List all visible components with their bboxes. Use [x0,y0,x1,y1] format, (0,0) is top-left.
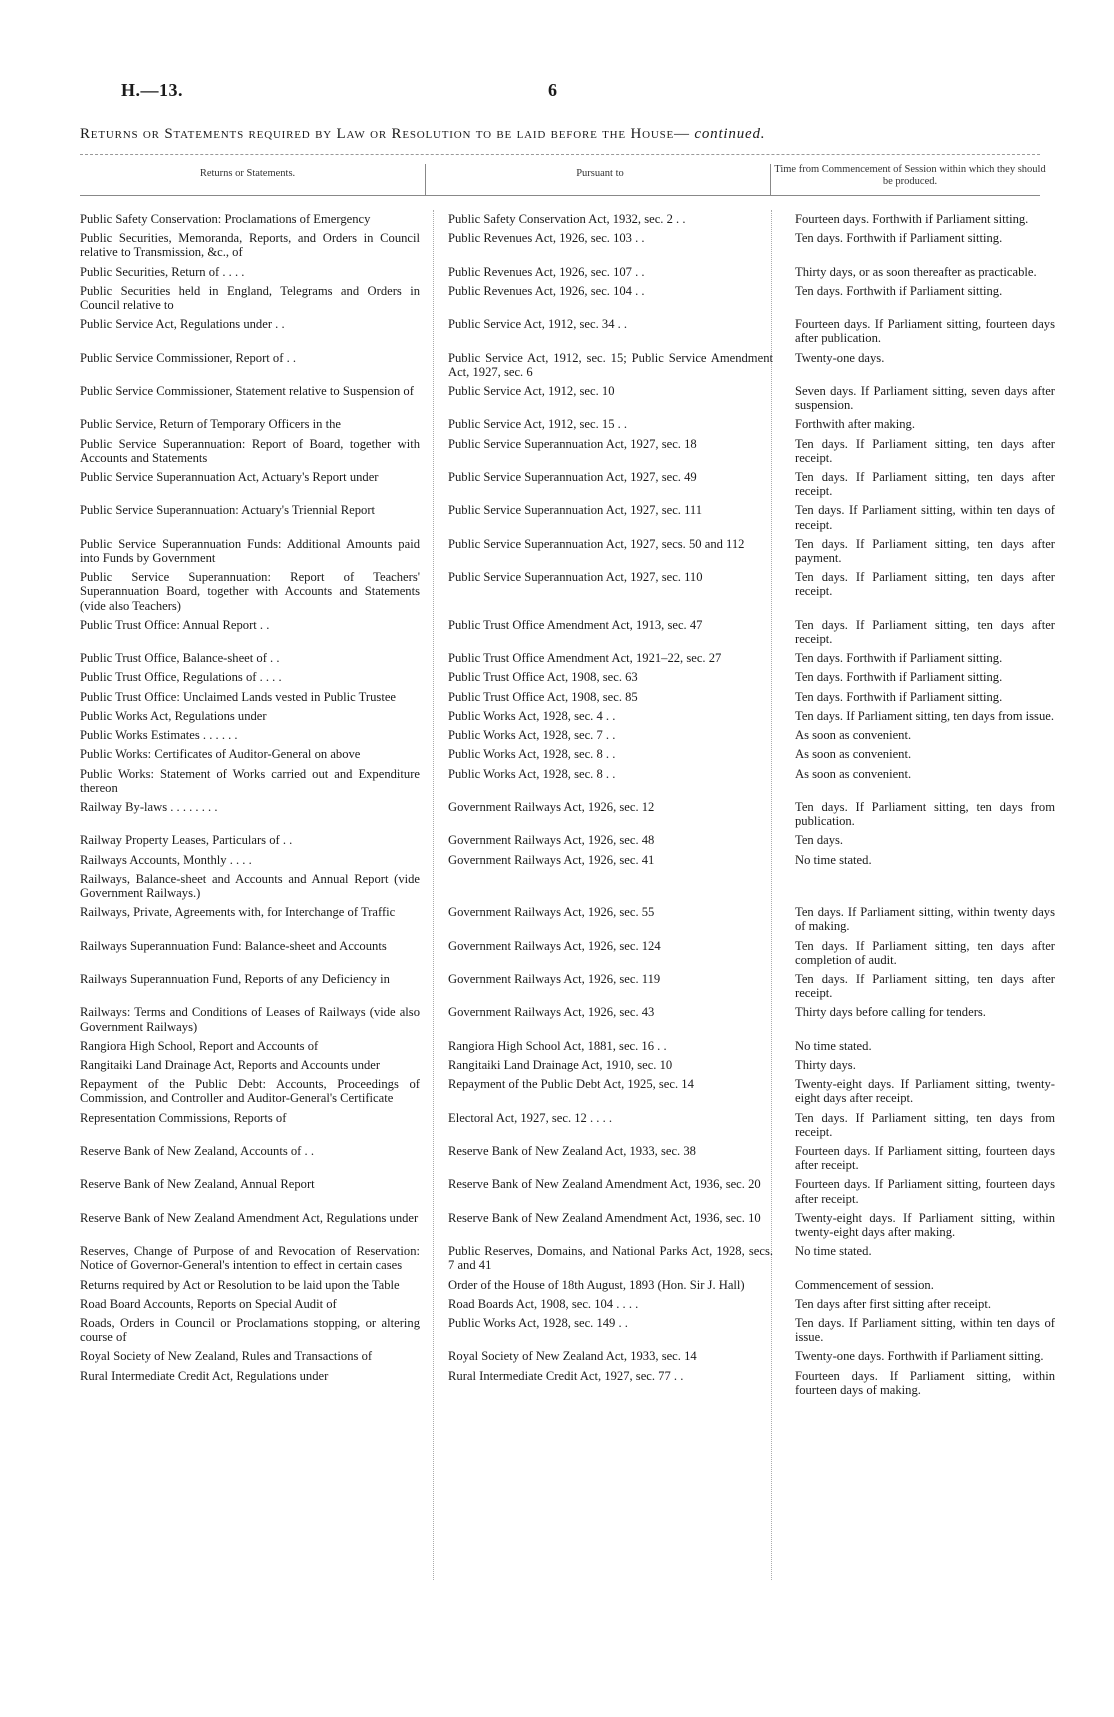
return-cell: Public Securities, Return of . . . . [80,264,245,279]
time-cell: Ten days. If Parliament sitting, ten days after receipt. [795,617,1055,647]
table-row [80,1211,1055,1244]
time-cell: Ten days. If Parliament sitting, ten days from publication. [795,799,1055,829]
table-row [80,1177,1055,1210]
table-row [80,1077,1055,1110]
time-cell: Ten days after first sitting after receipt. [795,1296,991,1311]
pursuant-cell: Royal Society of New Zealand Act, 1933, sec. 14 [448,1349,697,1364]
time-cell: As soon as convenient. [795,766,912,781]
time-cell: Ten days. If Parliament sitting, ten days after receipt. [795,971,1055,1001]
return-cell: Returns required by Act or Resolution to be laid upon the Table [80,1277,400,1292]
pursuant-cell: Public Safety Conservation Act, 1932, sec. 2 . . [448,212,686,226]
time-cell: Forthwith after making. [795,417,915,432]
pursuant-cell: Government Railways Act, 1926, sec. 48 [448,833,655,848]
pursuant-cell: Repayment of the Public Debt Act, 1925, sec. 14 [448,1077,694,1092]
table-row [80,351,1055,384]
title-rule [80,154,1040,155]
return-cell: Public Works Estimates . . . . . . [80,728,238,743]
pursuant-cell: Public Trust Office Amendment Act, 1921–22, sec. 27 [448,651,722,666]
time-cell: Fourteen days. If Parliament sitting, within fourteen days of making. [795,1368,1055,1397]
time-cell: Ten days. If Parliament sitting, ten days after payment. [795,536,1055,566]
page-title [80,126,1050,143]
time-cell: Ten days. Forthwith if Parliament sitting. [795,689,1003,704]
pursuant-cell: Rangiora High School Act, 1881, sec. 16 . . [448,1038,667,1053]
table-row [80,265,1055,284]
returns-table-body [80,212,1055,1402]
pursuant-cell: Government Railways Act, 1926, sec. 41 [448,852,655,867]
table-row [80,1349,1055,1368]
table-row [80,651,1055,670]
pursuant-cell: Order of the House of 18th August, 1893 (Hon. Sir J. Hall) [448,1277,745,1292]
column-header-time: Time from Commencement of Session within which they should be produced. [774,164,1046,187]
time-cell: Seven days. If Parliament sitting, seven days after suspension. [795,384,1055,413]
return-cell: Rangitaiki Land Drainage Act, Reports and Accounts under [80,1057,381,1072]
pursuant-cell [430,872,781,905]
return-cell: Public Securities held in England, Telegrams and Orders in Council relative to [80,283,420,313]
pursuant-cell: Public Works Act, 1928, sec. 8 . . [448,747,616,762]
table-row [80,747,1055,766]
pursuant-cell: Electoral Act, 1927, sec. 12 . . . . [448,1110,613,1125]
time-cell: No time stated. [795,852,872,867]
return-cell: Railways Superannuation Fund: Balance-sheet and Accounts [80,938,387,953]
return-cell: Reserve Bank of New Zealand Amendment Act, Regulations under [80,1210,419,1225]
return-cell: Rangiora High School, Report and Accounts of [80,1038,319,1053]
table-row [80,1278,1055,1297]
return-cell: Road Board Accounts, Reports on Special Audit of [80,1296,337,1311]
pursuant-cell: Public Service Superannuation Act, 1927, sec. 49 [448,470,697,485]
return-cell: Public Service Commissioner, Report of . . [80,350,297,365]
return-cell: Public Trust Office: Annual Report . . [80,617,270,632]
header-divider [770,164,771,196]
time-cell: Thirty days before calling for tenders. [795,1005,986,1020]
return-cell: Public Service Superannuation Act, Actuary's Report under [80,470,379,485]
time-cell: Twenty-eight days. If Parliament sitting, twenty-eight days after receipt. [795,1077,1055,1106]
time-cell: Twenty-one days. Forthwith if Parliament sitting. [795,1349,1044,1364]
column-header-pursuant: Pursuant to [576,168,624,179]
title-main: Returns or Statements required by Law or Resolution to be laid before the House— [80,126,690,142]
return-cell: Railways Superannuation Fund, Reports of any Deficiency in [80,971,390,986]
time-cell: Fourteen days. If Parliament sitting, fourteen days after publication. [795,317,1055,346]
pursuant-cell: Public Trust Office Act, 1908, sec. 63 [448,670,638,685]
table-row [80,537,1055,570]
table-row [80,800,1055,833]
pursuant-cell: Public Trust Office Act, 1908, sec. 85 [448,689,638,704]
time-cell: Ten days. Forthwith if Parliament sitting. [795,651,1003,666]
return-cell: Roads, Orders in Council or Proclamations stopping, or altering course of [80,1316,420,1345]
table-row [80,670,1055,689]
return-cell: Public Works Act, Regulations under [80,708,267,723]
return-cell: Repayment of the Public Debt: Accounts, Proceedings of Commission, and Controller and Auditor-General's Certificate [80,1077,420,1106]
pursuant-cell: Rangitaiki Land Drainage Act, 1910, sec. 10 [448,1057,673,1072]
pursuant-cell: Public Service Superannuation Act, 1927, sec. 111 [448,503,703,518]
time-cell: Ten days. If Parliament sitting, within ten days of issue. [795,1316,1055,1345]
table-row [80,1316,1055,1349]
table-row [80,437,1055,470]
table-row [80,1244,1055,1277]
return-cell: Railways Accounts, Monthly . . . . [80,852,252,867]
return-cell: Reserves, Change of Purpose of and Revocation of Reservation: Notice of Governor-General's intention to effect in certain cases [80,1244,420,1273]
pursuant-cell: Public Service Superannuation Act, 1927, sec. 18 [448,436,697,451]
return-cell: Royal Society of New Zealand, Rules and Transactions of [80,1349,373,1364]
return-cell: Railways, Private, Agreements with, for Interchange of Traffic [80,905,396,920]
table-row [80,767,1055,800]
pursuant-cell: Public Revenues Act, 1926, sec. 104 . . [448,283,645,298]
returns-table [80,212,1055,1402]
pursuant-cell: Public Service Act, 1912, sec. 15 . . [448,417,628,432]
return-cell: Public Trust Office, Regulations of . . . . [80,670,282,685]
pursuant-cell: Public Works Act, 1928, sec. 7 . . [448,728,616,743]
pursuant-cell: Public Service Act, 1912, sec. 10 [448,384,615,399]
time-cell: Ten days. Forthwith if Parliament sitting. [795,231,1003,246]
time-cell: No time stated. [795,1244,872,1259]
return-cell: Reserve Bank of New Zealand, Annual Report [80,1177,315,1192]
table-row [80,709,1055,728]
table-row [80,1369,1055,1402]
return-cell: Public Service Commissioner, Statement relative to Suspension of [80,384,414,399]
table-row [80,417,1055,436]
return-cell: Public Safety Conservation: Proclamations of Emergency [80,212,371,226]
pursuant-cell: Public Service Superannuation Act, 1927, sec. 110 [448,570,703,585]
table-row [80,1058,1055,1077]
return-cell: Public Service Superannuation Funds: Additional Amounts paid into Funds by Government [80,536,420,566]
table-row [80,728,1055,747]
pursuant-cell: Reserve Bank of New Zealand Amendment Act, 1936, sec. 10 [448,1210,761,1225]
header-rule [80,195,1040,196]
pursuant-cell: Government Railways Act, 1926, sec. 12 [448,799,655,814]
pursuant-cell: Public Service Act, 1912, sec. 15; Public Service Amendment Act, 1927, sec. 6 [448,350,773,379]
time-cell: Thirty days. [795,1057,856,1072]
table-row [80,1039,1055,1058]
time-cell: Ten days. If Parliament sitting, ten days after receipt. [795,570,1055,599]
time-cell: Ten days. If Parliament sitting, within twenty days of making. [795,905,1055,934]
pursuant-cell: Road Boards Act, 1908, sec. 104 . . . . [448,1296,639,1311]
column-header-returns: Returns or Statements. [199,168,296,179]
return-cell: Public Securities, Memoranda, Reports, and Orders in Council relative to Transmission, &c., of [80,231,420,260]
page-number: 6 [548,80,557,100]
pursuant-cell: Government Railways Act, 1926, sec. 55 [448,905,655,920]
pursuant-cell: Government Railways Act, 1926, sec. 124 [448,938,661,953]
return-cell: Public Service Superannuation: Report of Teachers' Superannuation Board, together with Accounts and Statements (vide also Teachers) [80,570,420,613]
pursuant-cell: Rural Intermediate Credit Act, 1927, sec. 77 . . [448,1368,684,1383]
pursuant-cell: Government Railways Act, 1926, sec. 119 [448,971,661,986]
time-cell: Fourteen days. Forthwith if Parliament sitting. [795,212,1029,226]
return-cell: Railways: Terms and Conditions of Leases of Railways (vide also Government Railways) [80,1005,420,1034]
pursuant-cell: Public Service Act, 1912, sec. 34 . . [448,317,628,332]
table-row [80,570,1055,618]
time-cell: Commencement of session. [795,1277,934,1292]
table-row [80,384,1055,417]
pursuant-cell: Public Works Act, 1928, sec. 8 . . [448,766,616,781]
table-row [80,1297,1055,1316]
time-cell: As soon as convenient. [795,728,912,743]
table-row [80,231,1055,264]
time-cell: Ten days. If Parliament sitting, ten days from issue. [795,708,1054,723]
return-cell: Public Service Superannuation: Report of Board, together with Accounts and Statements [80,436,420,465]
document-reference: H.—13. [121,80,184,100]
table-row [80,872,1055,905]
pursuant-cell: Public Revenues Act, 1926, sec. 103 . . [448,231,645,246]
time-cell: Ten days. Forthwith if Parliament sitting. [795,670,1003,685]
time-cell [781,872,1055,905]
time-cell: Ten days. If Parliament sitting, ten days after receipt. [795,436,1055,465]
pursuant-cell: Public Works Act, 1928, sec. 4 . . [448,708,616,723]
pursuant-cell: Reserve Bank of New Zealand Act, 1933, sec. 38 [448,1143,696,1158]
return-cell: Public Works: Statement of Works carried out and Expenditure thereon [80,766,420,795]
time-cell: Twenty-eight days. If Parliament sitting, within twenty-eight days after making. [795,1210,1055,1239]
time-cell: Thirty days, or as soon thereafter as practicable. [795,264,1037,279]
time-cell: Ten days. If Parliament sitting, ten days after receipt. [795,470,1055,499]
time-cell: Fourteen days. If Parliament sitting, fourteen days after receipt. [795,1143,1055,1173]
table-row [80,905,1055,938]
time-cell: Ten days. If Parliament sitting, ten days from receipt. [795,1110,1055,1139]
return-cell: Rural Intermediate Credit Act, Regulations under [80,1368,329,1383]
pursuant-cell: Public Works Act, 1928, sec. 149 . . [448,1316,628,1330]
table-row [80,853,1055,872]
table-row [80,690,1055,709]
return-cell: Public Service Act, Regulations under . . [80,317,285,332]
return-cell: Public Trust Office: Unclaimed Lands vested in Public Trustee [80,689,396,704]
table-row [80,1144,1055,1177]
return-cell: Railways, Balance-sheet and Accounts and Annual Report (vide Government Railways.) [80,871,420,900]
table-row [80,1111,1055,1144]
time-cell: Ten days. [795,833,844,848]
return-cell: Public Trust Office, Balance-sheet of . . [80,651,280,666]
table-row [80,1005,1055,1038]
header-divider [425,164,426,196]
pursuant-cell: Public Reserves, Domains, and National Parks Act, 1928, secs. 7 and 41 [448,1244,773,1273]
table-row [80,972,1055,1005]
table-row [80,284,1055,317]
time-cell: Fourteen days. If Parliament sitting, fourteen days after receipt. [795,1177,1055,1206]
return-cell: Railway Property Leases, Particulars of . . [80,833,293,848]
time-cell: No time stated. [795,1038,872,1053]
time-cell: Twenty-one days. [795,350,885,365]
time-cell: Ten days. If Parliament sitting, within ten days of receipt. [795,503,1055,532]
table-row [80,317,1055,350]
table-row [80,470,1055,503]
time-cell: Ten days. If Parliament sitting, ten days after completion of audit. [795,938,1055,967]
table-row [80,618,1055,651]
table-row [80,212,1055,231]
pursuant-cell: Public Service Superannuation Act, 1927, secs. 50 and 112 [448,536,745,551]
pursuant-cell: Public Trust Office Amendment Act, 1913, sec. 47 [448,617,703,632]
time-cell: Ten days. Forthwith if Parliament sitting. [795,283,1003,298]
return-cell: Railway By-laws . . . . . . . . [80,799,218,814]
title-continued: continued. [694,126,766,142]
return-cell: Public Works: Certificates of Auditor-General on above [80,747,361,762]
return-cell: Representation Commissions, Reports of [80,1110,287,1125]
return-cell: Public Service, Return of Temporary Officers in the [80,417,341,432]
return-cell: Reserve Bank of New Zealand, Accounts of . . [80,1143,314,1158]
time-cell: As soon as convenient. [795,747,912,762]
return-cell: Public Service Superannuation: Actuary's Triennial Report [80,503,376,518]
pursuant-cell: Public Revenues Act, 1926, sec. 107 . . [448,264,645,279]
table-row [80,939,1055,972]
pursuant-cell: Government Railways Act, 1926, sec. 43 [448,1005,655,1020]
table-row [80,833,1055,852]
table-row [80,503,1055,536]
pursuant-cell: Reserve Bank of New Zealand Amendment Act, 1936, sec. 20 [448,1177,761,1192]
